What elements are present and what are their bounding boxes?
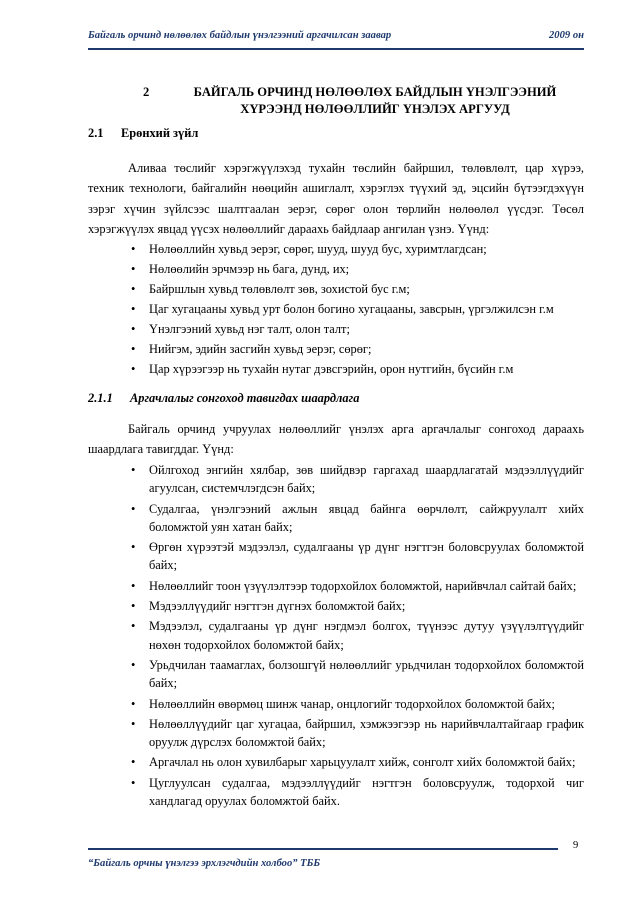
bullet-icon: • (131, 578, 136, 593)
bullet-icon: • (131, 302, 136, 316)
list-item (0, 461, 584, 498)
list-item-text: Нөлөөллийн хувьд эерэг, сөрөг, шууд, шууд бус, хуримтлагдсан; (149, 242, 487, 256)
list-item-text: Үнэлгээний хувьд нэг талт, олон талт; (149, 322, 350, 336)
list-item (0, 319, 584, 339)
chapter-number: 2 (143, 85, 150, 99)
bullet-icon: • (131, 599, 136, 614)
bullet-icon: • (131, 362, 136, 376)
bullet-icon: • (131, 775, 136, 790)
running-header (88, 30, 584, 46)
list-item-text: Цар хүрээгээр нь тухайн нутаг дэвсгэрийн, орон нутгийн, бүсийн г.м (149, 362, 514, 376)
list-item-text: Мэдээллүүдийг нэгтгэн дүгнэх боломжтой байх; (149, 599, 406, 614)
chapter-title-line2: ХҮРЭЭНД НӨЛӨӨЛЛИЙГ ҮНЭЛЭХ АРГУУД (240, 102, 510, 116)
list-item-text: Нөлөөллүүдийг цаг хугацаа, байршил, хэмжээгээр нь нарийвчлалтайгаар график оруулж дүрслэх боломжтой байх; (149, 716, 584, 750)
list-item (0, 695, 584, 713)
list-item-text: Цуглуулсан судалгаа, мэдээллүүдийг нэгтгэн боловсруулж, тодорхой чиг хандлагад оруулах боломжтой байх. (149, 775, 584, 809)
list-item (0, 538, 584, 575)
list-item-text: Мэдээлэл, судалгааны үр дүнг нэгдмэл болгох, түүнээс дутуу үзүүлэлтүүдийг нөхөн тодорхойлох боломжтой байх; (149, 619, 584, 652)
footer-organization: “Байгаль орчны үнэлгээ эрхлэгчдийн холбоо” ТББ (88, 858, 321, 869)
list-item (0, 753, 584, 771)
bullet-icon: • (131, 262, 136, 276)
list-item-text: Ойлгоход энгийн хялбар, зөв шийдвэр гаргахад шаардлагатай мэдээллүүдийг агуулсан, системчлэгдсэн байх; (149, 463, 584, 496)
list-item (0, 715, 584, 752)
bullet-icon: • (131, 282, 136, 296)
bullet-icon: • (131, 322, 136, 336)
list-item-text: Аргачлал нь олон хувилбарыг харьцуулалт хийж, сонголт хийх боломжтой байх; (149, 755, 576, 770)
bullet-icon: • (131, 242, 136, 256)
header-document-title: Байгаль орчинд нөлөөлөх байдлын үнэлгээний аргачилсан заавар (88, 30, 392, 41)
subsection-title: Аргачлалыг сонгоход тавигдах шаардлага (130, 391, 360, 405)
section-2-1-paragraph: Аливаа төслийг хэрэгжүүлэхэд тухайн төслийн байршил, төлөвлөлт, цар хүрээ, техник технологи, байгалийн нөөцийн ашиглалт, хэрэглэх түүхий эд, эцсийн бүтээгдэхүүн зэрэг хүчин зүйлсээс шалтгаалан эерэг, сөрөг олон төрлийн нөлөөлөл үүсдэг. Төсөл хэрэгжүүлэх явцад үүсэх нөлөөллийг дараахь байдлаар ангилан үзнэ. Үүнд: (88, 161, 584, 237)
list-item (0, 774, 584, 811)
list-item-text: Урьдчилан таамаглах, болзошгүй нөлөөллийг урьдчилан тодорхойлох боломжтой байх; (149, 657, 584, 691)
section-title: Ерөнхий зүйл (121, 126, 199, 140)
bullet-icon: • (131, 342, 136, 356)
bullet-icon: • (131, 716, 136, 731)
header-year: 2009 он (548, 30, 584, 41)
list-item (0, 597, 584, 615)
section-number: 2.1 (88, 126, 104, 140)
bullet-icon: • (131, 501, 136, 516)
list-item (0, 359, 584, 379)
bullet-icon: • (131, 657, 136, 672)
list-item-text: Байршлын хувьд төлөвлөлт зөв, зохистой бус г.м; (149, 282, 410, 296)
list-item (0, 299, 584, 319)
chapter-heading (88, 84, 584, 118)
bullet-icon: • (131, 540, 136, 555)
bullet-icon: • (131, 463, 136, 477)
list-item (0, 279, 584, 299)
list-item (0, 339, 584, 359)
subsection-number: 2.1.1 (88, 391, 113, 405)
list-item (0, 259, 584, 279)
section-2-1-1-paragraph: Байгаль орчинд учруулах нөлөөллийг үнэлэх арга аргачлалыг сонгоход дараахь шаардлага тавигддаг. Үүнд: (88, 422, 584, 457)
list-item-text: Нөлөөллийн өвөрмөц шинж чанар, онцлогийг тодорхойлох боломжтой байх; (149, 696, 555, 711)
list-item-text: Нийгэм, эдийн засгийн хувьд эерэг, сөрөг; (149, 342, 372, 356)
impact-classification-list (0, 239, 638, 379)
page-number: 9 (573, 840, 579, 851)
list-item-text: Нөлөөлийн эрчмээр нь бага, дунд, их; (149, 262, 350, 276)
list-item-text: Нөлөөллийг тоон үзүүлэлтээр тодорхойлох боломжтой, нарийвчлал сайтай байх; (149, 578, 577, 593)
header-rule (88, 48, 584, 50)
footer-rule (88, 848, 558, 850)
bullet-icon: • (131, 755, 136, 770)
list-item (0, 656, 584, 693)
list-item-text: Өргөн хүрээтэй мэдээлэл, судалгааны үр дүнг нэгтгэн боловсруулах боломжтой байх; (149, 540, 584, 573)
list-item (0, 577, 584, 595)
list-item (0, 500, 584, 537)
list-item (0, 239, 584, 259)
list-item (0, 617, 584, 654)
list-item-text: Цаг хугацааны хувьд урт болон богино хугацааны, завсрын, үргэлжилсэн г.м (149, 302, 554, 316)
bullet-icon: • (131, 619, 136, 634)
bullet-icon: • (131, 696, 136, 711)
chapter-title-line1: БАЙГАЛЬ ОРЧИНД НӨЛӨӨЛӨХ БАЙДЛЫН ҮНЭЛГЭЭНИЙ (193, 85, 557, 99)
method-requirements-list (0, 461, 638, 810)
list-item-text: Судалгаа, үнэлгээний ажлын явцад байнга өөрчлөлт, сайжруулалт хийх боломжтой уян хатан байх; (149, 501, 584, 534)
